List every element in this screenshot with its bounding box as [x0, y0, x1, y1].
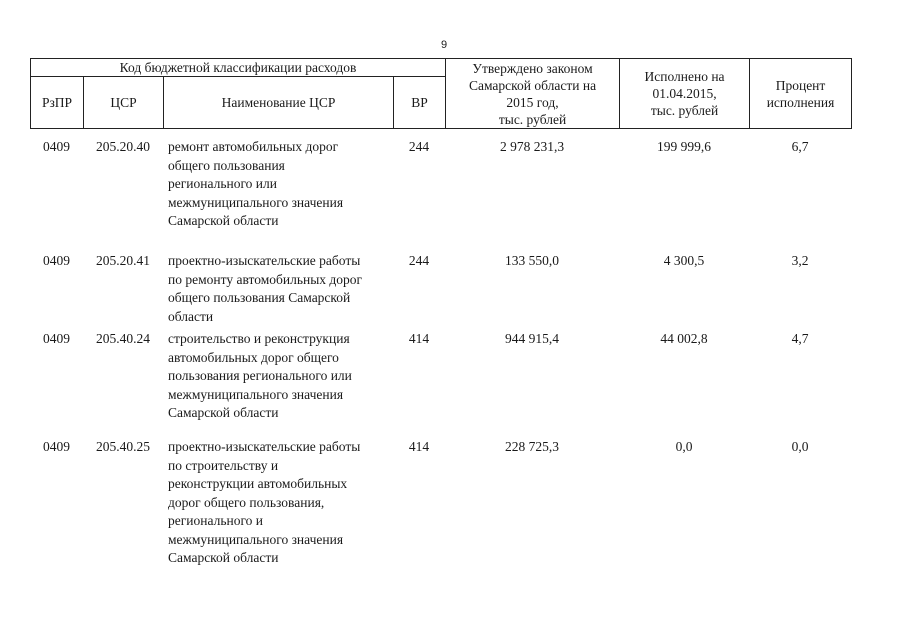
table-header [30, 58, 852, 129]
name-line: Самарской области [168, 405, 279, 420]
header-approved [446, 59, 620, 129]
cell-approved: 228 725,3 [505, 439, 559, 454]
header-approved-line: Самарской области на [468, 77, 597, 93]
cell-executed: 44 002,8 [660, 331, 708, 346]
cell-name [163, 138, 393, 252]
cell-csr: 205.20.40 [96, 139, 150, 154]
name-line: межмуниципального значения [168, 386, 344, 402]
cell-rzpr: 0409 [43, 331, 70, 346]
cell-vr: 414 [408, 439, 430, 454]
header-budget-code-group: Код бюджетной классификации расходов [31, 59, 446, 77]
cell-executed: 0,0 [675, 439, 693, 454]
header-vr: ВР [394, 77, 446, 129]
name-line: по строительству и [168, 457, 279, 473]
header-percent [750, 59, 852, 129]
name-line: дорог общего пользования, [168, 494, 325, 510]
table-row [30, 138, 851, 252]
header-executed-line: 01.04.2015, [652, 86, 717, 101]
name-line: области [168, 308, 214, 324]
header-approved-line: Утверждено законом [472, 60, 593, 76]
name-line: автомобильных дорог общего [168, 349, 339, 365]
header-executed-line: Исполнено на [644, 69, 725, 84]
table-row [30, 252, 851, 330]
header-rzpr: РзПР [31, 77, 84, 129]
name-line: межмуниципального значения [168, 194, 344, 210]
name-line: Самарской области [168, 550, 279, 565]
name-line: проектно-изыскательские работы [168, 439, 361, 454]
name-line: по ремонту автомобильных дорог [168, 271, 363, 287]
header-percent-line: Процент [775, 77, 826, 93]
name-line: общего пользования Самарской [168, 290, 351, 305]
cell-rzpr: 0409 [43, 253, 70, 268]
cell-vr: 244 [408, 253, 430, 268]
header-name: Наименование ЦСР [164, 77, 394, 129]
name-line: пользования регионального или [168, 368, 352, 383]
name-line: ремонт автомобильных дорог [168, 139, 339, 154]
cell-percent: 4,7 [791, 331, 809, 346]
name-line: проектно-изыскательские работы [168, 253, 361, 268]
cell-approved: 133 550,0 [505, 253, 559, 268]
cell-executed: 4 300,5 [663, 253, 705, 268]
page-number: 9 [441, 39, 448, 51]
cell-csr: 205.20.41 [96, 253, 150, 268]
name-line: регионального и [168, 513, 264, 528]
name-line: межмуниципального значения [168, 531, 344, 547]
header-executed-line: тыс. рублей [650, 103, 719, 118]
header-approved-line: тыс. рублей [498, 111, 567, 127]
header-csr: ЦСР [84, 77, 164, 129]
cell-csr: 205.40.24 [96, 331, 150, 346]
cell-name [163, 438, 393, 568]
name-line: строительство и реконструкция [168, 331, 350, 346]
name-line: реконструкции автомобильных [168, 476, 348, 491]
header-approved-line: 2015 год, [506, 94, 559, 110]
cell-rzpr: 0409 [43, 439, 70, 454]
cell-percent: 3,2 [791, 253, 809, 268]
cell-csr: 205.40.25 [96, 439, 150, 454]
cell-name [163, 330, 393, 438]
name-line: регионального или [168, 176, 277, 191]
cell-percent: 6,7 [791, 139, 809, 154]
cell-approved: 2 978 231,3 [499, 139, 565, 154]
cell-approved: 944 915,4 [505, 331, 559, 346]
table-row [30, 438, 851, 568]
name-line: Самарской области [168, 213, 279, 228]
cell-vr: 244 [408, 139, 430, 154]
cell-rzpr: 0409 [43, 139, 70, 154]
cell-name [163, 252, 393, 330]
cell-executed: 199 999,6 [657, 139, 711, 154]
cell-percent: 0,0 [791, 439, 809, 454]
table-row [30, 330, 851, 438]
cell-vr: 414 [408, 331, 430, 346]
header-executed [620, 59, 750, 129]
name-line: общего пользования [168, 157, 285, 173]
header-percent-line: исполнения [766, 94, 835, 110]
table-body [30, 138, 851, 568]
